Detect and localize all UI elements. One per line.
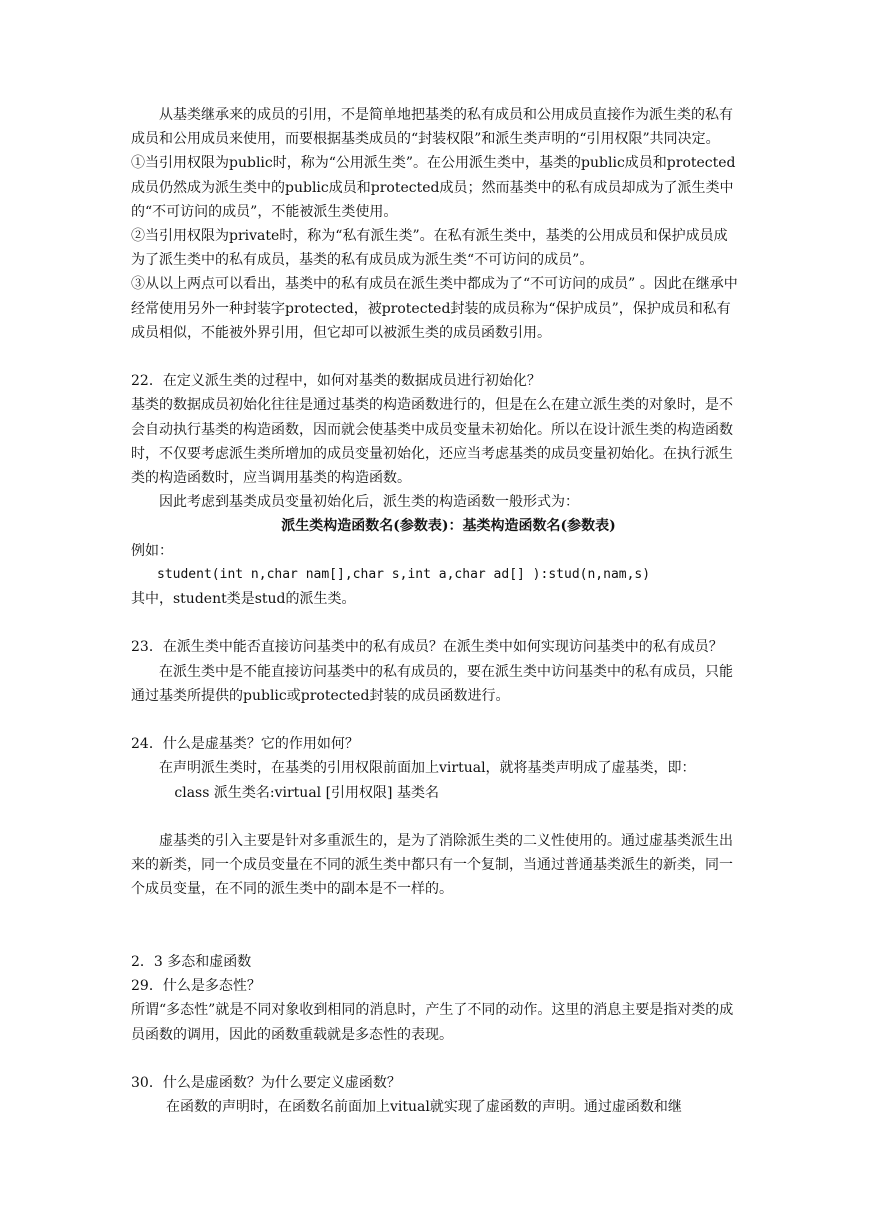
- answer-24-explanation: 虚基类的引入主要是针对多重派生的，是为了消除派生类的二义性使用的。通过虚基类派生出来的新类，同一个成员变量在不同的派生类中都只有一个复制，当通过普通基类派生的新类，同一个成员变量，在不同的派生类中的副本是不一样的。: [131, 833, 733, 898]
- spacer: [131, 805, 738, 829]
- answer-24-declaration: 在声明派生类时，在基类的引用权限前面加上virtual，就将基类声明成了虚基类，即：: [159, 760, 696, 777]
- answer-22-form-intro: 因此考虑到基类成员变量初始化后，派生类的构造函数一般形式为：: [159, 494, 579, 511]
- spacer: [131, 902, 738, 950]
- spacer: [131, 345, 738, 369]
- paragraph-protected-members: ③从以上两点可以看出，基类中的私有成员在派生类中都成为了“不可访问的成员” 。因此在继承中经常使用另外一种封装字protected，被protected封装的成员称为“保护成员”，保护成员和私有成员相似，不能被外界引用，但它却可以被派生类的成员函数引用。: [131, 276, 738, 341]
- question-23: 23．在派生类中能否直接访问基类中的私有成员？在派生类中如何实现访问基类中的私有成员？: [131, 639, 723, 656]
- answer-24-code: class 派生类名:virtual [引用权限] 基类名: [174, 784, 439, 801]
- answer-22-note: 其中，student类是stud的派生类。: [131, 591, 356, 608]
- question-24: 24．什么是虚基类？它的作用如何？: [131, 736, 359, 753]
- answer-22-form: 派生类构造函数名(参数表)：基类构造函数名(参数表): [281, 518, 616, 535]
- spacer: [131, 611, 738, 635]
- answer-29: 所谓“多态性”就是不同对象收到相同的消息时，产生了不同的动作。这里的消息主要是指对类的成员函数的调用，因此的函数重载就是多态性的表现。: [131, 1002, 734, 1043]
- question-30: 30．什么是虚函数？为什么要定义虚函数？: [131, 1075, 401, 1092]
- spacer: [131, 1047, 738, 1071]
- answer-30: 在函数的声明时，在函数名前面加上vitual就实现了虚函数的声明。通过虚函数和继: [166, 1099, 682, 1116]
- answer-22-example-label: 例如：: [131, 542, 173, 559]
- paragraph-public-derivation: ①当引用权限为public时，称为“公用派生类”。在公用派生类中，基类的public成员和protected成员仍然成为派生类中的public成员和protected成员；然而基类中的私有成员却成为了派生类中的“不可访问的成员”，不能被派生类使用。: [131, 155, 736, 220]
- spacer: [131, 708, 738, 732]
- answer-22-code: student(int n,char nam[],char s,int a,char ad[] ):stud(n,nam,s): [157, 566, 651, 582]
- answer-22-body: 基类的数据成员初始化往往是通过基类的构造函数进行的，但是在么在建立派生类的对象时，是不会自动执行基类的构造函数，因而就会使基类中成员变量未初始化。所以在设计派生类的构造函数时，不仅要考虑派生类所增加的成员变量初始化，还应当考虑基类的成员变量初始化。在执行派生类的构造函数时，应当调用基类的构造函数。: [131, 397, 733, 487]
- question-29: 29．什么是多态性？: [131, 978, 261, 995]
- paragraph-private-derivation: ②当引用权限为private时，称为“私有派生类”。在私有派生类中，基类的公用成员和保护成员成为了派生类中的私有成员，基类的私有成员成为派生类“不可访问的成员”。: [131, 228, 728, 269]
- paragraph-inheritance-intro: 从基类继承来的成员的引用，不是简单地把基类的私有成员和公用成员直接作为派生类的私有成员和公用成员来使用，而要根据基类成员的“封装权限”和派生类声明的“引用权限”共同决定。: [131, 107, 733, 148]
- question-22: 22．在定义派生类的过程中，如何对基类的数据成员进行初始化？: [131, 373, 541, 390]
- section-heading: 2．3 多态和虚函数: [131, 954, 252, 971]
- answer-23: 在派生类中是不能直接访问基类中的私有成员的，要在派生类中访问基类中的私有成员，只能通过基类所提供的public或protected封装的成员函数进行。: [131, 663, 733, 704]
